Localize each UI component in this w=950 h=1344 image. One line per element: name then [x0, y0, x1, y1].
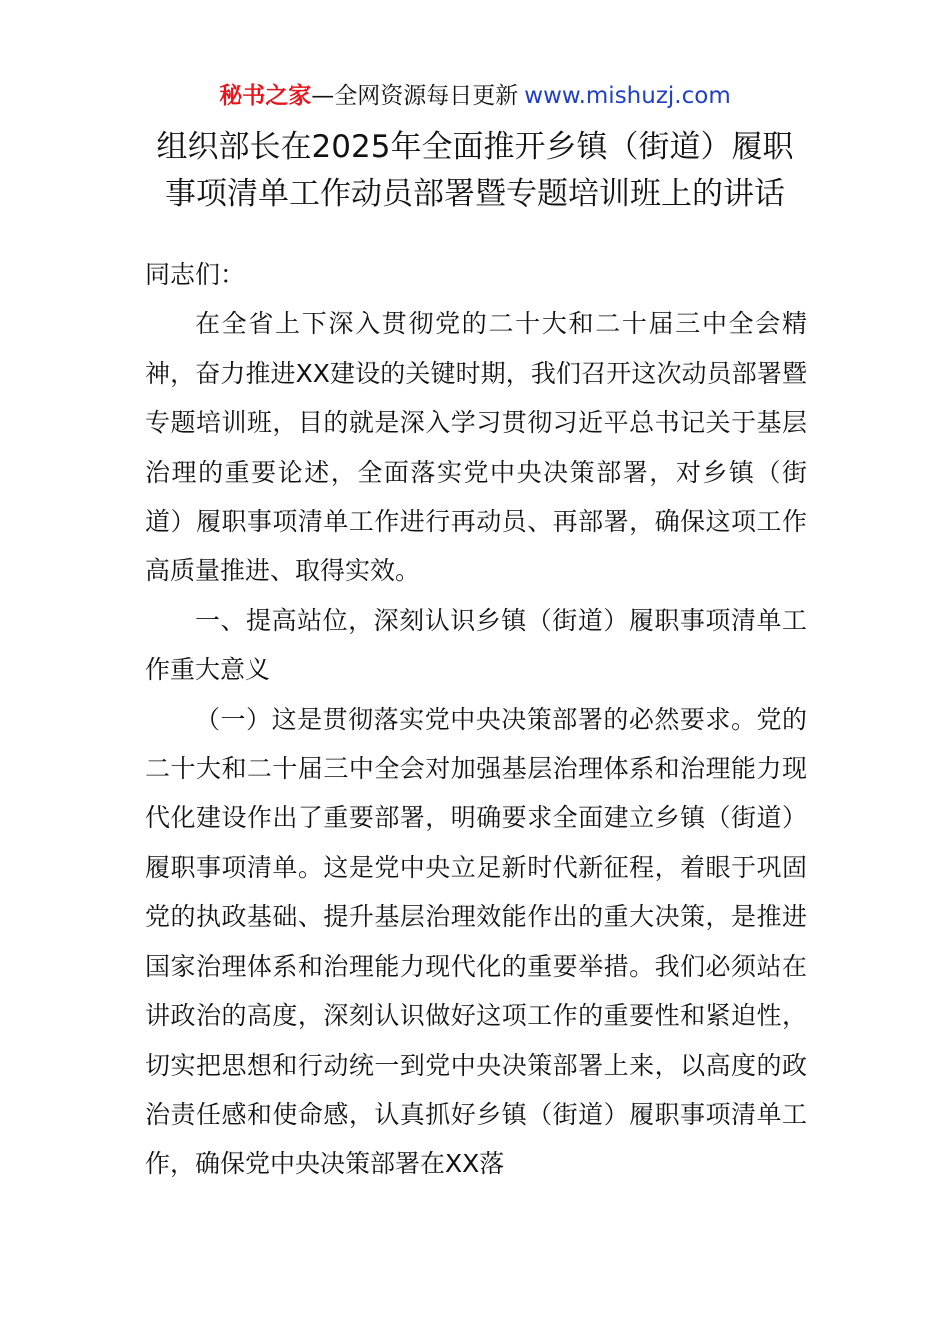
site-banner: [0, 80, 950, 112]
title-line-1: 组织部长在2025年全面推开乡镇（街道）履职: [156, 129, 794, 165]
title-line-2: 事项清单工作动员部署暨专题培训班上的讲话: [165, 176, 785, 212]
site-tagline: 全网资源每日更新: [334, 83, 519, 109]
document-title: [0, 124, 950, 218]
banner-dash: —: [311, 83, 335, 109]
document-body: [145, 250, 807, 1189]
site-url-link[interactable]: www.mishuzj.com: [524, 83, 731, 109]
paragraph-intro: 在全省上下深入贯彻党的二十大和二十届三中全会精神，奋力推进XX建设的关键时期，我们召开这次动员部署暨专题培训班，目的就是深入学习贯彻习近平总书记关于基层治理的重要论述，全面落实党中央决策部署，对乡镇（街道）履职事项清单工作进行再动员、再部署，确保这项工作高质量推进、取得实效。: [145, 309, 807, 586]
site-brand: 秘书之家: [219, 83, 312, 109]
paragraph-1-1: （一）这是贯彻落实党中央决策部署的必然要求。党的二十大和二十届三中全会对加强基层治理体系和治理能力现代化建设作出了重要部署，明确要求全面建立乡镇（街道）履职事项清单。这是党中央立足新时代新征程，着眼于巩固党的执政基础、提升基层治理效能作出的重大决策，是推进国家治理体系和治理能力现代化的重要举措。我们必须站在讲政治的高度，深刻认识做好这项工作的重要性和紧迫性，切实把思想和行动统一到党中央决策部署上来，以高度的政治责任感和使命感，认真抓好乡镇（街道）履职事项清单工作，确保党中央决策部署在XX落: [145, 704, 807, 1179]
salutation: 同志们：: [145, 260, 246, 289]
section-heading-1: 一、提高站位，深刻认识乡镇（街道）履职事项清单工作重大意义: [145, 605, 807, 685]
